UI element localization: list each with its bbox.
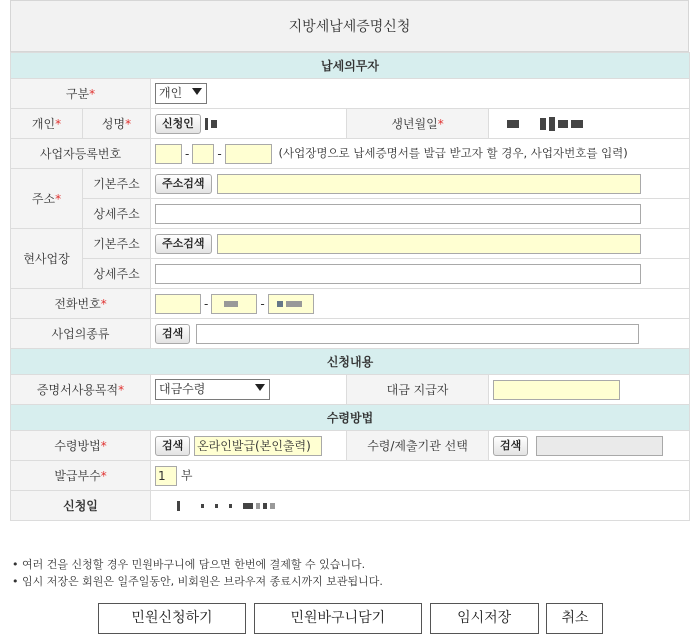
phone-part1-input[interactable] — [155, 294, 201, 314]
payer-input[interactable] — [493, 380, 620, 400]
application-form: 납세의무자 구분* 개인 개인* 성명* 신청인 생년월일* 사업자등록번호 - - (사업장명으로 납세증명서를 발급 받고자 할 경우, 사업자번호를 입력) 주소* 기본주소 주소검색 상세주소 현사업장 기본주소 주소검색 상세주소 전화번호* - - 사업의종류 검색 신청내용 증명서사용목적* 대금수령 대금 지급자 수령방법 수령방법* 검색 온라인발급(본인출력) 수령/제출기관 선택 검색 발급부수* 1 부 신청일 — [10, 52, 690, 521]
biz-address-search-button[interactable]: 주소검색 — [155, 234, 212, 254]
phone-part2-input[interactable] — [211, 294, 257, 314]
notice-item: • 임시 저장은 회원은 일주일동안, 비회원은 브라우져 종료시까지 보관됩니다. — [12, 575, 383, 588]
copies-input[interactable]: 1 — [155, 466, 177, 486]
chevron-down-icon — [192, 88, 202, 95]
payer-label: 대금 지급자 — [347, 375, 489, 405]
page-title: 지방세납세증명신청 — [10, 0, 689, 52]
base-address-label: 기본주소 — [83, 169, 151, 199]
bizno-part1-input[interactable] — [155, 144, 182, 164]
apply-button[interactable]: 민원신청하기 — [98, 603, 246, 634]
biz-base-address-input[interactable] — [217, 234, 641, 254]
purpose-select[interactable]: 대금수령 — [155, 379, 270, 400]
bizno-label: 사업자등록번호 — [11, 139, 151, 169]
birth-label: 생년월일* — [347, 109, 489, 139]
division-label: 구분* — [11, 79, 151, 109]
bizno-part3-input[interactable] — [225, 144, 272, 164]
detail-address-label: 상세주소 — [83, 199, 151, 229]
date-label: 신청일 — [11, 491, 151, 521]
bizno-note: (사업장명으로 납세증명서를 발급 받고자 할 경우, 사업자번호를 입력) — [278, 146, 628, 160]
phone-label: 전화번호* — [11, 289, 151, 319]
detail-address-input[interactable] — [155, 204, 641, 224]
copies-unit: 부 — [180, 468, 193, 482]
purpose-label: 증명서사용목적* — [11, 375, 151, 405]
section-request: 신청내용 — [11, 349, 690, 375]
biz-type-input[interactable] — [196, 324, 639, 344]
name-label: 성명* — [83, 109, 151, 139]
copies-label: 발급부수* — [11, 461, 151, 491]
chevron-down-icon — [255, 384, 265, 391]
division-select[interactable]: 개인 — [155, 83, 207, 104]
section-receipt: 수령방법 — [11, 405, 690, 431]
biz-type-search-button[interactable]: 검색 — [155, 324, 190, 344]
biz-detail-address-label: 상세주소 — [83, 259, 151, 289]
masked-date — [151, 491, 690, 521]
agency-search-button[interactable]: 검색 — [493, 436, 528, 456]
cancel-button[interactable]: 취소 — [546, 603, 603, 634]
receipt-method-input[interactable]: 온라인발급(본인출력) — [194, 436, 322, 456]
phone-part3-input[interactable] — [268, 294, 314, 314]
base-address-input[interactable] — [217, 174, 641, 194]
applicant-verify-button[interactable]: 신청인 — [155, 114, 201, 134]
agency-label: 수령/제출기관 선택 — [347, 431, 489, 461]
agency-input[interactable] — [536, 436, 663, 456]
temp-save-button[interactable]: 임시저장 — [430, 603, 539, 634]
biz-detail-address-input[interactable] — [155, 264, 641, 284]
notice-item: • 여러 건을 신청할 경우 민원바구니에 담으면 한번에 결제할 수 있습니다. — [12, 558, 366, 571]
action-bar — [98, 603, 607, 634]
masked-name — [205, 118, 208, 130]
section-taxpayer: 납세의무자 — [11, 53, 690, 79]
add-to-basket-button[interactable]: 민원바구니담기 — [254, 603, 422, 634]
receipt-method-label: 수령방법* — [11, 431, 151, 461]
current-biz-label: 현사업장 — [11, 229, 83, 289]
address-label: 주소* — [11, 169, 83, 229]
notice-list — [12, 556, 383, 590]
biz-type-label: 사업의종류 — [11, 319, 151, 349]
receipt-method-search-button[interactable]: 검색 — [155, 436, 190, 456]
form-container — [10, 0, 689, 521]
bizno-part2-input[interactable] — [192, 144, 214, 164]
masked-birthdate — [489, 109, 690, 139]
address-search-button[interactable]: 주소검색 — [155, 174, 212, 194]
biz-base-address-label: 기본주소 — [83, 229, 151, 259]
person-label: 개인* — [11, 109, 83, 139]
